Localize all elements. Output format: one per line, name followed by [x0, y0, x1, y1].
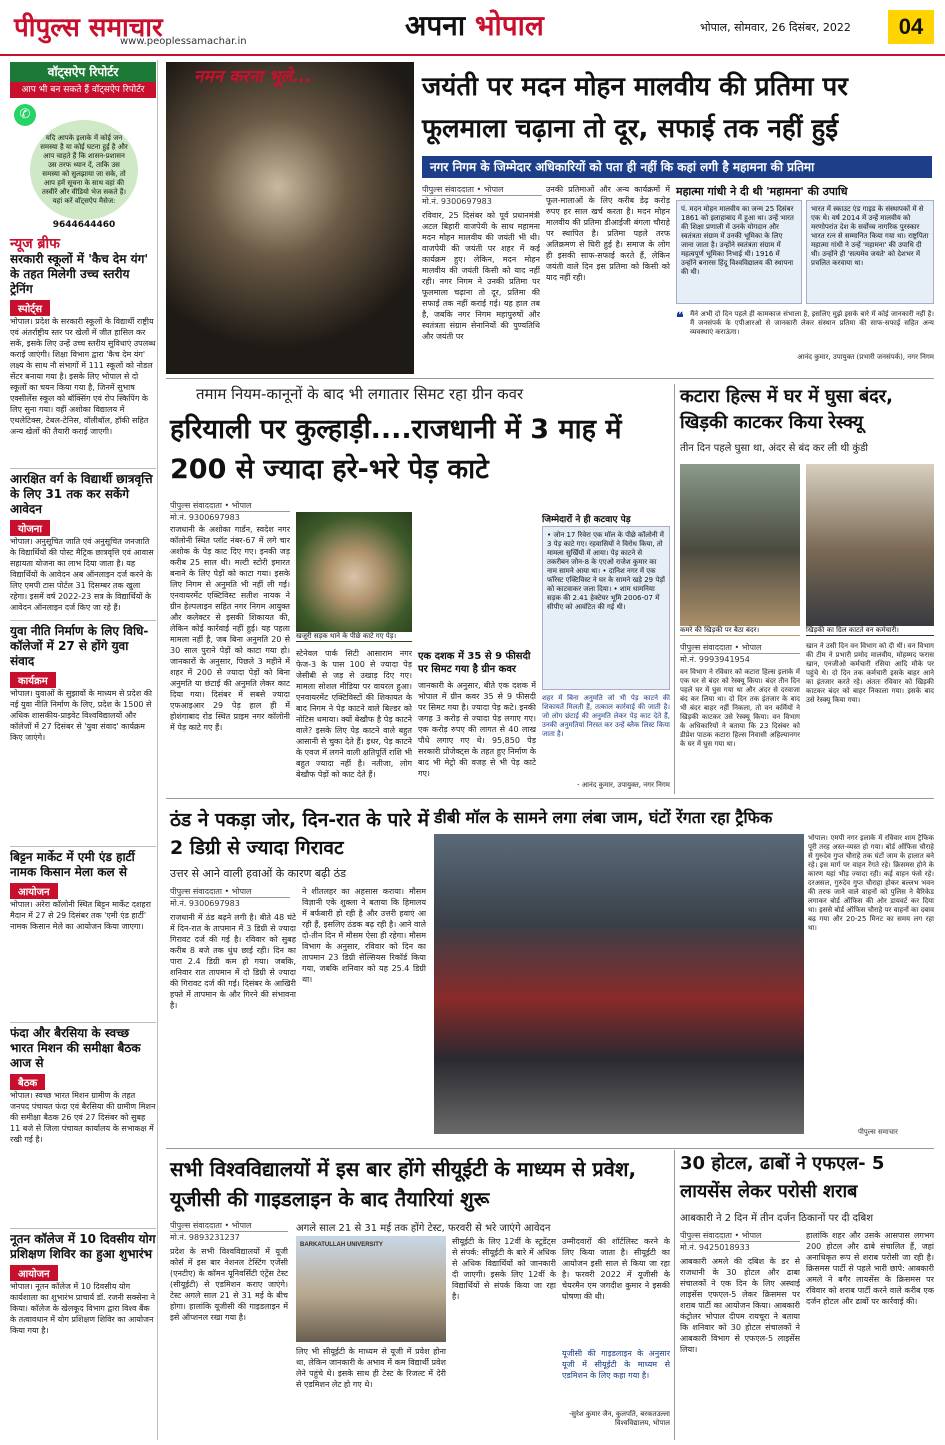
monkey-kicker: तीन दिन पहले घुसा था, अंदर से बंद कर ली थी कुंडी: [680, 443, 869, 454]
top-subheadline: नगर निगम के जिम्मेदार अधिकारियों को पता ही नहीं कि कहां लगी है महामना की प्रतिमा: [422, 156, 932, 178]
photo-credit: पीपुल्स समाचार: [858, 1128, 898, 1136]
article-column: उम्मीदवारों की शॉर्टलिस्ट करने के लिए किया जाता है। सीयूईटी का आयोजन इसी साल से किया जा रहा है। फरवरी 2022 में यूजीसी के चेयरमैन एम जगदीश कुमार ने इसकी घोषणा की थी।: [562, 1237, 670, 1301]
brief-text: भोपाल। अरेरा कॉलोनी स्थित बिट्टन मार्केट दशहरा मैदान में 27 से 29 दिसंबर तक 'एमी एंड हार्टी' नामक किसान मेले का आयोजन किया जाएगा।: [10, 900, 151, 931]
section-title-a: अपना: [405, 9, 475, 42]
article-column: राजधानी के अशोका गार्डन, स्वदेश नगर कॉलोनी स्थित प्लॉट नंबर-67 में लगे चार अशोक के पेड़ काट दिए गए। इनकी जड़ करीब 25 साल थी। मल्टी स्टोरी इमारत बनाने के लिए पेड़ों को काटा गया। इसके लिए निगम से अनुमति भी नहीं ली गई। एनवायरमेंट एक्टिविस्ट सतीश नायक ने ग्रीन हेल्पलाइन सहित नगर निगम आयुक्त और कलेक्टर से इसकी शिकायत की, लेकिन कोई कार्रवाई नहीं हुई। यह पहला मामला नहीं है, जब बिना अनुमति 20 से 30 साल पुराने पेड़ों को काटा गया हो। जानकारों के अनुसार, पिछले 3 महीने में शहर में 200 से ज्यादा पेड़ों को बिना अनुमति या छंटाई की अनुमति लेकर काट दिया गया। दिसंबर में सबसे ज्यादा एफआइआर 29 पेड़ हाल ही में होशंगाबाद रोड स्थित प्राइम नगर कॉलोनी में पेड़ काटे गए हैं।: [170, 525, 290, 732]
reporter-phone: मो.नं. 9300697983: [170, 513, 240, 522]
reporter-phone: मो.नं. 9300697983: [422, 197, 492, 206]
reporter-phone: मो.नं. 9300697983: [170, 899, 240, 908]
brief-item: [10, 468, 156, 614]
photo-caption-title: नमन करना भूले...: [194, 67, 312, 87]
article-column: स्टेनेवल पार्क सिटी आसाराम नगर फेज-3 के पास 100 से ज्यादा पेड़ जेसीबी से जड़ से उखाड़ दिए गए। मामला सोशल मीडिया पर वायरल हुआ। एनवायरमेंट एक्टिविस्टों की शिकायत के बाद निगम ने पेड़ काटने वाले बिल्डर को नोटिस थमाया। क्यों बेखौफ है पेड़ काटने वाले? इसके लिए पेड़ काटने वाले बहुत आसानी से चुका देते हैं। इधर, पेड़ काटने के एवज में लगने वाली क्षतिपूर्ति राशि भी बहुत ज्यादा नहीं है। नतीजा, लोग बेखौफ पेड़ों को काट देते हैं।: [296, 649, 412, 779]
photo-caption: कमरे की खिड़की पर बैठा बंदर।: [680, 626, 800, 635]
quote-attribution: -सुरेश कुमार जैन, कुलपति, बरकतउल्ला विश्वविद्यालय, भोपाल: [568, 1410, 670, 1427]
top-headline: जयंती पर मदन मोहन मालवीय की प्रतिमा पर फूलमाला चढ़ाना तो दूर, सफाई तक नहीं हुई: [422, 72, 848, 144]
brief-headline: बिट्टन मार्केट में एमी एंड हार्टी नामक किसान मेला कल से: [10, 850, 135, 879]
news-brief-title: न्यूज ब्रीफ: [10, 236, 60, 252]
article-column: प्रदेश के सभी विश्वविद्यालयों में यूजी कोर्स में इस बार नेशनल टेस्टिंग एजेंसी (एनटीए) के कॉमन यूनिवर्सिटी एंट्रेंस टेस्ट (सीयूईटी) से एडमिशन कराए जाएंगे। टेस्ट अगले साल 21 से 31 मई के बीच होगा। हालांकि यूजीसी की गाइडलाइन में इसे ऑप्शनल रखा गया है।: [170, 1247, 288, 1322]
page-number: 04: [888, 10, 934, 44]
tree-stump-photo: [296, 512, 412, 642]
section-title: [405, 6, 544, 44]
reporter-phone: मो.नं. 9425018933: [680, 1243, 750, 1252]
divider: [674, 1150, 675, 1440]
brief-text: भोपाल। युवाओं के सुझावों के माध्यम से प्रदेश की नई युवा नीति निर्माण के लिए, प्रदेश के 1500 से अधिक शासकीय-प्राइवेट विश्वविद्यालयों और कॉलेजों में 27 दिसंबर से 'युवा संवाद' कार्यक्रम किए जाएंगे।: [10, 689, 152, 742]
byline: पीपुल्स संवाददाता • भोपाल: [680, 1230, 800, 1242]
cold-kicker: उत्तर से आने वाली हवाओं के कारण बढ़ी ठंड: [170, 867, 346, 880]
article-column: भोपाल। एमपी नगर इलाके में रविवार शाम ट्रैफिक पूरी तरह अस्त-व्यस्त हो गया। बोर्ड ऑफिस चौराहे से गुरुदेव गुप्त चौराहे तक घंटों जाम के हालात बने रहे। इस मार्ग पर वाहन रेंगते रहे। क्रिसमस होने के कारण यहां भीड़ ज्यादा रही। कई वाहन फंसे रहे। दरअसल, गुरुदेव गुप्त चौराहा होकर बल्लभ भवन की तरफ जाने वाले वाहनों को पुलिस ने बैरिकेड लगाकर बोर्ड ऑफिस की ओर डायवर्ट कर दिया था। इससे बोर्ड ऑफिस चौराहे पर वाहनों का दबाव बढ़ गया और 20-25 मिनट का समय लग रहा था।: [808, 834, 934, 932]
quote-text: शहर में बिना अनुमति जो भी पेड़ काटने की शिकायतें मिलती हैं, तत्काल कार्रवाई की जाती है। जो लोग छंटाई की अनुमति लेकर पेड़ काट देते हैं, उनकी अनुमतियां निरस्त कर उन्हें ब्लैक लिस्ट किया जाता है।: [542, 694, 670, 738]
divider: [166, 1148, 934, 1149]
brief-tag: बैठक: [10, 1074, 45, 1090]
cold-headline: ठंड ने पकड़ा जोर, दिन-रात के पारे में 2 डिग्री से ज्यादा गिरावट: [170, 809, 429, 859]
article-column: जानकारी के अनुसार, बीते एक दशक में भोपाल में ग्रीन कवर 35 से 9 फीसदी पर सिमट गया है। ज्यादा पेड़ कटे। इनकी जगह 3 करोड़ से ज्यादा पेड़ लगाए गए। एक करोड़ रुपए की लागत से 40 लाख पौधे लगाए गए थे। 95,850 पेड़ सरकारी प्रोजेक्ट्स के तहत हुए निर्माण के बाद भी मेट्रो की वजह से भी पेड़ काटे गए।: [418, 681, 536, 778]
brief-tag: आयोजन: [10, 1265, 58, 1281]
website-url[interactable]: www.peoplessamachar.in: [120, 36, 247, 47]
sidebox-text: • जोन 17 रिवेरा एक मॉल के पीछे कॉलोनी में 3 पेड़ काटे गए। रहवासियों ने विरोध किया, तो मामला सुर्खियों में आया। पेड़ काटने से तकरीबन जोन-8 के एएओ राजेश कुमार का नाम सामने आया था। • दानिश नगर में एक फॉरेस्ट एक्टिविस्ट ने घर के सामने खड़े 29 पेड़ों को काटवाकर जला दिया। • शाम धामनिया सड़क की 2.41 हेक्टेयर भूमि 2006-07 में सीपीए को आवंटित की गई थी।: [542, 526, 670, 690]
statue-photo: [166, 62, 414, 374]
byline: पीपुल्स संवाददाता • भोपाल: [680, 642, 800, 654]
byline: पीपुल्स संवाददाता • भोपाल: [170, 1220, 288, 1232]
rescue-photo: [806, 464, 934, 636]
sidebox-text: पं. मदन मोहन मालवीय का जन्म 25 दिसंबर 1861 को इलाहाबाद में हुआ था। उन्हें भारत की शिक्षा प्रणाली में उनके योगदान और स्वतंत्रता संग्राम में उनकी भूमिका के लिए जाना जाता है। उन्होंने स्वतंत्रता संग्राम में महत्वपूर्ण भूमिका निभाई थी। 1916 में उन्होंने बनारस हिंदू विश्वविद्यालय की स्थापना की थी।: [676, 200, 802, 304]
article-column: रविवार, 25 दिसंबर को पूर्व प्रधानमंत्री अटल बिहारी वाजपेयी के साथ महामना मदन मोहन मालवीय की जयंती भी थी। वाजपेयी की जयंती पर शहर में कई कार्यक्रम हुए। लेकिन, मदन मोहन मालवीय की जयंती किसी को याद नहीं रही। नगर निगम ने उनकी प्रतिमा पर फूलमाला चढ़ाना तो दूर, प्रतिमा की सफाई तक नहीं कराई गई। यह हाल तब है, जबकि नगर निगम महापुरुषों और स्वतंत्रता संग्राम सेनानियों की पुण्यतिथि और जयंती पर: [422, 211, 540, 341]
whatsapp-reporter-text: यदि आपके इलाके में कोई जन समस्या है या कोई घटना हुई है और आप चाहते हैं कि शासन-प्रशासन उस तरफ ध्यान दें, ताकि उस समस्या को सुलझाया जा सके, तो आप हमें सूचना के साथ वहां की तस्वीरें और वीडियो भेज सकते हैं। यहां करें वॉट्सऐप मैसेज:: [30, 120, 138, 220]
green-headline: हरियाली पर कुल्हाड़ी....राजधानी में 3 माह में 200 से ज्यादा हरे-भरे पेड़ काटे: [170, 414, 622, 485]
whatsapp-number[interactable]: 9644644460: [52, 220, 116, 230]
photo-caption: खिड़की का ग्रिल काटते वन कर्मचारी।: [806, 626, 934, 635]
brief-item: [10, 620, 156, 840]
traffic-photo: [434, 834, 804, 1134]
hotel-kicker: आबकारी ने 2 दिन में तीन दर्जन ठिकानों पर दी दबिश: [680, 1213, 874, 1224]
article-column: उनकी प्रतिमाओं और अन्य कार्यक्रमों में फूल-मालाओं के लिए करीब डेढ़ करोड़ रुपए हर साल खर्च करता है। मदन मोहन मालवीय की प्रतिमा डीआईजी बंगला चौराहे पर स्थापित है। प्रतिमा पहले तरफ अतिक्रमण से घिरी हुई है। समाज के लोग ही इसकी साफ-सफाई करते हैं, लेकिन जयंती वाले दिन इस प्रतिमा को किसी को याद नहीं रही।: [546, 185, 670, 282]
article-column: वन विभाग ने रविवार को कटारा हिल्स इलाके में एक घर से बंदर को रेस्क्यू किया। बंदर तीन दिन पहले घर में घुस गया था और अंदर से दरवाजा बंद कर लिया था। दो दिन तक इंतजार के बाद भी बंदर बाहर नहीं निकला, तो वन कर्मियों ने खिड़की काटकर उसे रेस्क्यू किया। वन विभाग के अधिकारियों ने बताया कि 23 दिसंबर को डीप्रेश पाठक कटारा हिल्स निवासी अहिल्यानगर के घर में घुस गया था।: [680, 668, 800, 748]
quote-attribution: आनंद कुमार, उपायुक्त (प्रभारी जनसंपर्क), नगर निगम: [797, 353, 934, 361]
monkey-headline: कटारा हिल्स में घर में घुसा बंदर, खिड़की काटकर किया रेस्क्यू: [680, 386, 893, 433]
whatsapp-reporter-subtitle: आप भी बन सकते हैं वॉट्सऐप रिपोर्टर: [10, 82, 156, 98]
brief-headline: फंदा और बैरसिया के स्वच्छ भारत मिशन की समीक्षा बैठक आज से: [10, 1026, 141, 1070]
brief-item: [10, 846, 156, 1016]
divider: [166, 798, 934, 799]
article-column: हालांकि शहर और उसके आसपास लगभग 200 होटल और ढाबे संचालित हैं, जहां अनाधिकृत रूप से शराब परोसी जा रही है। क्रिसमस पार्टी से पहले भारी छापे: आबकारी अमले ने बगैर लायसेंस के क्रिसमस पर रविवार को शराब पार्टी करने वाले करीब एक दर्जन होटल और ढाबों पर कार्रवाई की।: [806, 1231, 934, 1306]
sidebox-title: महात्मा गांधी ने दी थी 'महामना' की उपाधि: [676, 185, 848, 198]
newspaper-logo: पीपुल्स समाचार: [14, 13, 163, 43]
brief-headline: आरक्षित वर्ग के विद्यार्थी छात्रवृत्ति के लिए 31 तक कर सकेंगे आवेदन: [10, 472, 153, 516]
sidebox-text: भारत में स्काउट एंड गाइड के संस्थापकों में से एक थे। वर्ष 2014 में उन्हें मालवीय को मरणोपरांत देश के सर्वोच्च नागरिक पुरस्कार भारत रत्न से सम्मानित किया गया था। राष्ट्रपिता महात्मा गांधी ने उन्हें 'महामना' की उपाधि दी थी। उन्होंने ही 'सत्यमेव जयते' को देशभर में प्रचलित करवाया था।: [806, 200, 934, 304]
article-column: खान ने उसी दिन वन विभाग को दी थी। वन विभाग की टीम ने प्रभारी प्रमोद मालवीय, मोहम्मद फरास खान, एनजीओ कर्मचारी रसिया आदि मौके पर पहुंचे थे। दो दिन तक कर्मचारी इसके बाहर आने का इंतजार करते रहे। अंततः रविवार को खिड़की काटकर बंदर को बाहर निकाला गया। इसके बाद उसे रेस्क्यू किया गया।: [806, 642, 934, 704]
quote-attribution: - आनंद कुमार, उपायुक्त, नगर निगम: [576, 781, 670, 789]
divider: [166, 378, 934, 379]
traffic-headline: डीबी मॉल के सामने लगा लंबा जाम, घंटों रेंगता रहा ट्रैफिक: [434, 808, 773, 827]
brief-headline: सरकारी स्कूलों में 'कैच देम यंग' के तहत मिलेगी उच्च स्तरीय ट्रेनिंग: [10, 252, 149, 296]
university-photo: [296, 1236, 446, 1342]
cuet-headline: सभी विश्वविद्यालयों में इस बार होंगे सीयूईटी के माध्यम से प्रवेश, यूजीसी की गाइडलाइन के बाद तैयारियां शुरू: [170, 1157, 637, 1211]
brief-text: भोपाल। स्वच्छ भारत मिशन ग्रामीण के तहत जनपद पंचायत फंदा एवं बैरसिया की ग्रामीण मिशन की समीक्षा बैठक 26 एवं 27 दिसंबर को सुबह 11 बजे से जिला पंचायत कार्यालय के सभाकक्ष में रखी गई है।: [10, 1091, 156, 1144]
divider: [674, 384, 675, 794]
article-column: राजधानी में ठंड बढ़ने लगी है। बीते 48 घंटे में दिन-रात के तापमान में 3 डिग्री से ज्यादा गिरावट दर्ज की गई है। रविवार को सुबह करीब 8 बजे तक धुंध छाई रही। दिन का पारा 2.4 डिग्री कम हो गया। जबकि, शनिवार रात तापमान में दो डिग्री से ज्यादा की गिरावट दर्ज की गई। दिसंबर के आखिरी हफ्ते में तापमान के और गिरने की संभावना है।: [170, 913, 296, 1010]
whatsapp-reporter-title: वॉट्सऐप रिपोर्टर: [10, 62, 156, 82]
monkey-photo: [680, 464, 800, 636]
reporter-phone: मो.नं. 9993941954: [680, 655, 750, 664]
brief-headline: युवा नीति निर्माण के लिए विधि-कॉलेजों में 27 से होंगे युवा संवाद: [10, 624, 149, 668]
brief-tag: योजना: [10, 520, 50, 536]
byline: पीपुल्स संवाददाता • भोपाल: [422, 184, 542, 196]
whatsapp-icon: ✆: [14, 104, 36, 126]
quote-text: यूजीसी की गाइडलाइन के अनुसार यूजी में सीयूईटी के माध्यम से एडमिशन के लिए कहा गया है।: [562, 1349, 670, 1380]
brief-tag: कार्यक्रम: [10, 672, 56, 688]
photo-caption: खजूरी सड़क थाने के पीछे काटे गए पेड़।: [296, 632, 412, 641]
university-sign: BARKATULLAH UNIVERSITY: [300, 1242, 383, 1248]
article-column: सीयूईटी के लिए 12वीं के स्टूडेंट्स से संपर्क: सीयूईटी के बारे में अधिक से अधिक विद्यार्थियों को जानकारी दी जाएगी। इसके लिए 12वीं के विद्यार्थियों से संपर्क किया जा रहा है।: [452, 1237, 556, 1301]
brief-item: [10, 1022, 156, 1222]
byline: पीपुल्स संवाददाता • भोपाल: [170, 500, 290, 512]
brief-text: भोपाल। नूतन कॉलेज में 10 दिवसीय योग कार्यशाला का शुभारंभ प्राचार्य डॉ. रजनी सक्सेना ने किया। कॉलेज के खेलकूद विभाग द्वारा विश्व बैंक के तत्वावधान में योग प्रशिक्षण शिविर का आयोजन किया गया है।: [10, 1282, 156, 1335]
dateline: भोपाल, सोमवार, 26 दिसंबर, 2022: [700, 21, 851, 34]
quote-text: मैंने अभी दो दिन पहले ही कामकाज संभाला है, इसलिए मुझे इसके बारे में कोई जानकारी नहीं है। मैं जनसंपर्क के एपीआरओ से जानकारी लेकर संस्थान प्रतिमा की साफ-सफाई सहित अन्य व्यवस्थाएं कराऊंगा।: [690, 310, 934, 336]
article-column: आबकारी अमले की दबिश के डर से राजधानी के 30 होटल और ढाबा संचालकों ने एक दिन के लिए अस्थाई लाइसेंस एफएल-5 लेकर क्रिसमस पर शराब पार्टी का आयोजन किया। आबकारी कंट्रोलर भोपाल दीपम रायचूरा ने बताया कि शनिवार को 30 होटल संचालकों ने आबकारी विभाग से एफएल-5 लाइसेंस लिया।: [680, 1257, 800, 1354]
brief-headline: नूतन कॉलेज में 10 दिवसीय योग प्रशिक्षण शिविर का हुआ शुभारंभ: [10, 1232, 156, 1261]
quote-icon: ❝: [676, 310, 684, 326]
reporter-phone: मो.नं. 9893231237: [170, 1233, 240, 1242]
green-kicker: तमाम नियम-कानूनों के बाद भी लगातार सिमट रहा ग्रीन कवर: [196, 385, 524, 403]
hotel-headline: 30 होटल, ढाबों ने एफएल- 5 लायसेंस लेकर परोसी शराब: [680, 1153, 885, 1202]
cuet-kicker: अगले साल 21 से 31 मई तक होंगे टेस्ट, फरवरी से भरे जाएंगे आवेदन: [296, 1223, 551, 1234]
brief-tag: स्पोर्ट्स: [10, 300, 50, 316]
brief-item: [10, 1228, 156, 1438]
brief-text: भोपाल। अनुसूचित जाति एवं अनुसूचित जनजाति के विद्यार्थियों की पोस्ट मैट्रिक छात्रवृत्ति एवं आवास सहायता योजना का लाभ दिया जाता है। यह विद्यार्थियों के आवेदन अब ऑनलाइन दर्ज करने के लिए एमपी टास पोर्टल 31 दिसम्बर तक खुला रहेगा। इसमें वर्ष 2022-23 सत्र के विद्यार्थियों के आवेदन ऑनलाइन दर्ज किए जा रहे हैं।: [10, 537, 154, 612]
article-column: ने शीतलहर का अहसास कराया। मौसम विज्ञानी एके शुक्ला ने बताया कि हिमालय में बर्फबारी हो रही है और उत्तरी हवाएं आ रही हैं, इसलिए ठंडक बढ़ रही है। आने वाले दो-तीन दिन में मौसम ऐसा ही रहेगा। मौसम विभाग के अनुसार, रविवार को दिन का तापमान 23 डिग्री सेल्सियस रिकॉर्ड किया गया, जबकि शनिवार को यह 25.4 डिग्री था।: [302, 887, 426, 984]
brief-item: [10, 252, 156, 462]
article-column: लिए भी सीयूईटी के माध्यम से यूजी में प्रवेश होना था, लेकिन जानकारी के अभाव में कम विद्यार्थी प्रवेश लेने पहुंचे थे। इसके साथ ही टेस्ट के रिजल्ट में देरी से एडमिशन लेट हो गए थे।: [296, 1347, 446, 1389]
brief-tag: आयोजन: [10, 883, 58, 899]
brief-text: भोपाल। प्रदेश के सरकारी स्कूलों के विद्यार्थी राष्ट्रीय एवं अंतर्राष्ट्रीय स्तर पर खेलों में जीत हासिल कर सकें, इसके लिए उन्हें उच्च स्तरीय सुविधाएं उपलब्ध कराई जाएंगी। शिक्षा विभाग द्वारा 'कैच देम यंग' लक्ष्य के साथ नौ संभागों में 111 स्कूलों को नोडल सेंटर बनाया गया है। इसके लिए भोपाल से दो स्कूलों का चयन किया गया है, जिनमें सुभाष एक्सीलेंस स्कूल को बॉक्सिंग एवं रोप स्किपिंग के लिए सुना गया। वहीं अशोका विद्यालय में एथलेटिक्स, टेबल-टेनिस, वॉलीबॉल, हॉकी सहित अन्य खेलों की तैयारी कराई जाएगी।: [10, 317, 156, 436]
byline: पीपुल्स संवाददाता • भोपाल: [170, 886, 290, 898]
stat-headline: एक दशक में 35 से 9 फीसदी पर सिमट गया है ग्रीन कवर: [418, 651, 531, 675]
section-title-b: भोपाल: [474, 9, 544, 42]
sidebox-title: जिम्मेदारों ने ही कटवाए पेड़: [542, 515, 631, 525]
